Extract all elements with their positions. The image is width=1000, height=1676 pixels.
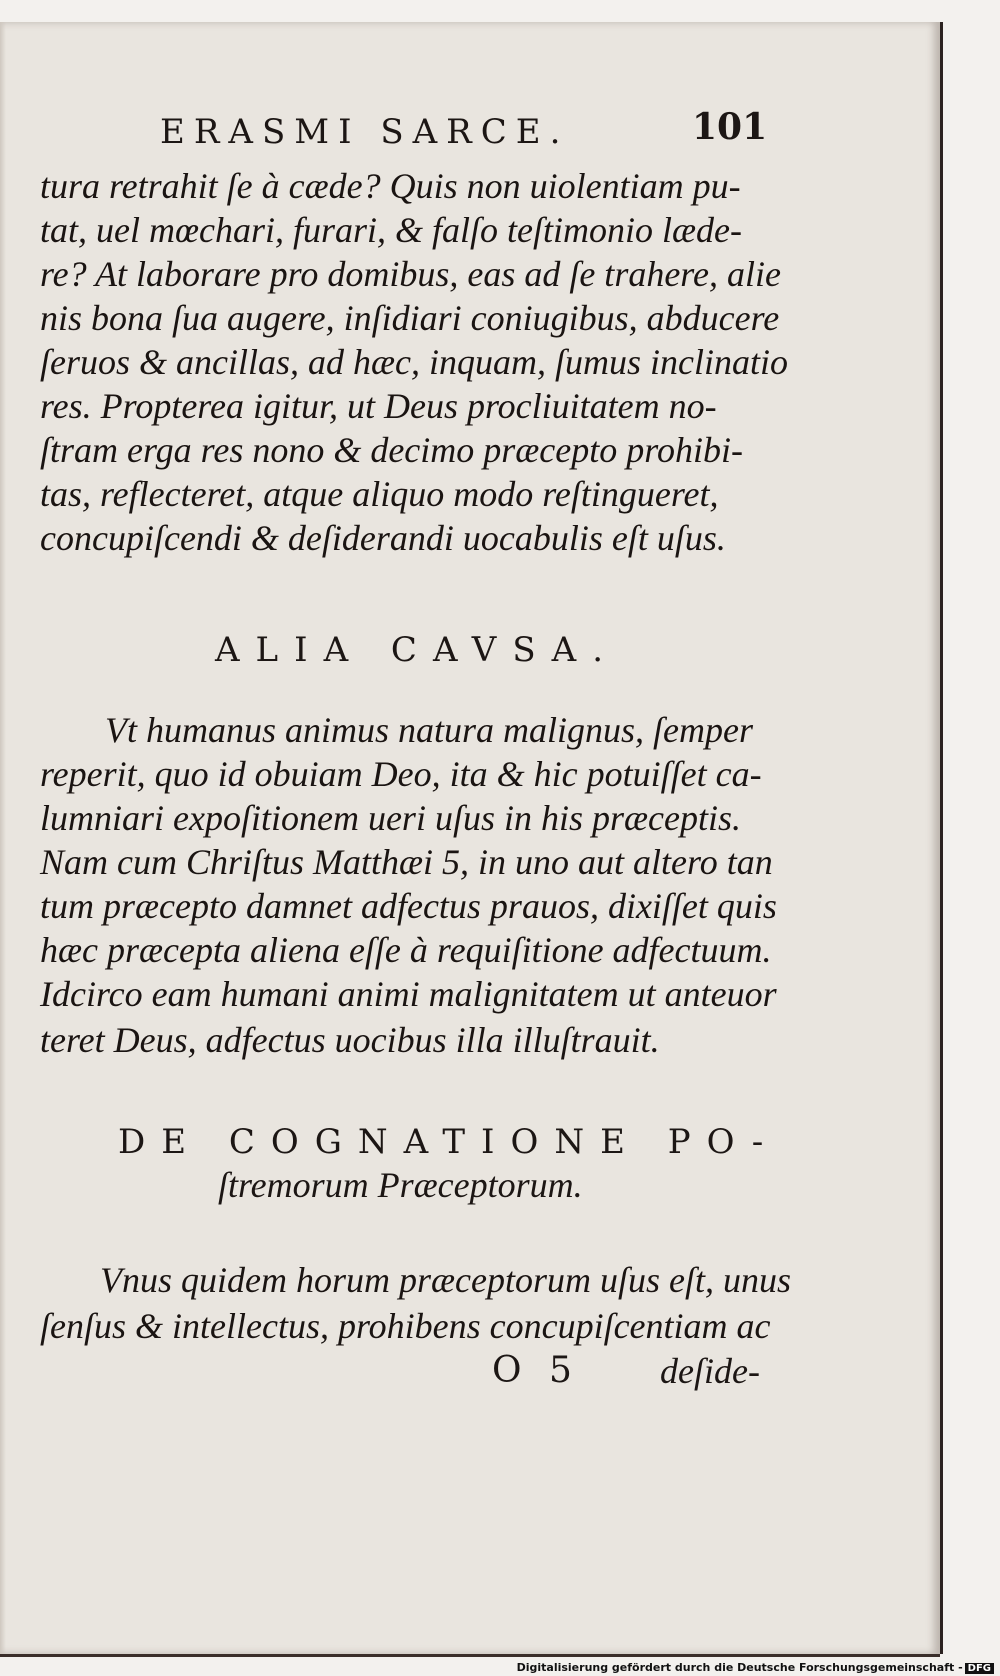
text-line: Idcirco eam humani animi malignitatem ut anteuor [40, 974, 777, 1014]
text-line: ſenſus & intellectus, prohibens concupiſcentiam ac [40, 1306, 771, 1346]
page-bottom-edge [0, 1654, 940, 1657]
signature-mark: O 5 [492, 1350, 580, 1391]
text-line: hæc præcepta aliena eſſe à requiſitione adfectuum. [40, 930, 772, 970]
running-head: ERASMI SARCE. [160, 112, 570, 152]
text-line: re? At laborare pro domibus, eas ad ſe trahere, alie [40, 254, 781, 294]
text-line: tat, uel mœchari, furari, & falſo teſtimonio læde- [40, 210, 742, 250]
text-line: reperit, quo id obuiam Deo, ita & hic potuiſſet ca- [40, 754, 762, 794]
section-heading-de-cognatione: DE COGNATIONE PO- [118, 1122, 780, 1162]
text-line: teret Deus, adfectus uocibus illa illuſtrauit. [40, 1020, 660, 1060]
text-line: ſeruos & ancillas, ad hæc, inquam, ſumus inclinatio [40, 342, 788, 382]
page-edge-shadow [0, 22, 6, 1654]
text-line: tura retrahit ſe à cæde? Quis non uiolentiam pu- [40, 166, 741, 206]
digitization-credit [517, 1661, 994, 1674]
dfg-logo: DFG [965, 1663, 994, 1674]
text-line: Nam cum Chriſtus Matthæi 5, in uno aut altero tan [40, 842, 773, 882]
text-line: nis bona ſua augere, inſidiari coniugibus, abducere [40, 298, 780, 338]
text-line: tum præcepto damnet adfectus prauos, dixiſſet quis [40, 886, 777, 926]
catchword: deſide- [660, 1351, 760, 1391]
section-heading-de-cognatione-continued: ſtremorum Præceptorum. [218, 1165, 583, 1205]
text-line: ſtram erga res nono & decimo præcepto prohibi- [40, 430, 743, 470]
text-line: Vnus quidem horum præceptorum uſus eſt, unus [100, 1260, 791, 1300]
text-line: res. Propterea igitur, ut Deus procliuitatem no- [40, 386, 717, 426]
credit-text: Digitalisierung gefördert durch die Deutsche Forschungsgemeinschaft - [516, 1661, 963, 1674]
section-heading-alia-causa: ALIA CAVSA. [215, 630, 620, 670]
text-line: lumniari expoſitionem ueri uſus in his præceptis. [40, 798, 741, 838]
page-number: 101 [692, 106, 768, 148]
text-line: concupiſcendi & deſiderandi uocabulis eſt uſus. [40, 518, 726, 558]
text-line: tas, reflecteret, atque aliquo modo reſtingueret, [40, 474, 719, 514]
text-line: Vt humanus animus natura malignus, ſemper [105, 710, 753, 750]
